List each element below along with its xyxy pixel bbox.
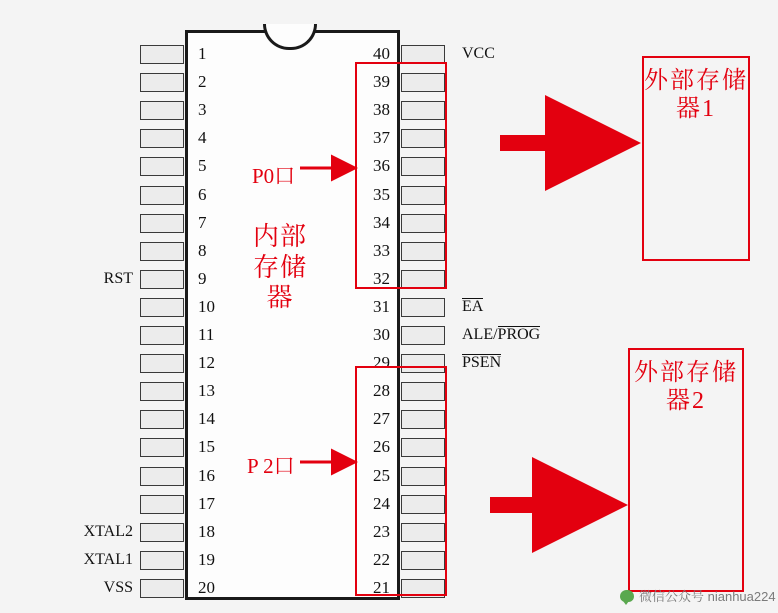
pin-pad-left-5 [140, 157, 184, 176]
pin-number-31: 31 [373, 296, 390, 316]
pin-pad-left-18 [140, 523, 184, 542]
pin-number-21: 21 [373, 577, 390, 597]
pin-pad-left-17 [140, 495, 184, 514]
pin-number-18: 18 [198, 521, 215, 541]
pin-number-17: 17 [198, 493, 215, 513]
pin-number-5: 5 [198, 156, 207, 176]
pin-pad-left-6 [140, 186, 184, 205]
pin-number-40: 40 [373, 44, 390, 63]
pin-pad-right-31 [401, 298, 445, 317]
pin-pad-left-15 [140, 438, 184, 457]
pin-number-8: 8 [198, 240, 207, 260]
pin-number-26: 26 [373, 437, 390, 457]
pin-number-13: 13 [198, 381, 215, 401]
pin-pad-right-30 [401, 326, 445, 345]
pin-pad-left-7 [140, 214, 184, 233]
pin-number-28: 28 [373, 381, 390, 401]
pin-number-24: 24 [373, 493, 390, 513]
pin-number-1: 1 [198, 44, 207, 63]
pin-number-27: 27 [373, 409, 390, 429]
pin-label-30: ALE/PROG [462, 326, 541, 343]
pin-number-37: 37 [373, 128, 390, 148]
pin-label-19: XTAL1 [83, 550, 133, 568]
pin-number-6: 6 [198, 184, 207, 204]
p0-port-group-box [355, 62, 447, 289]
pin-pad-left-14 [140, 410, 184, 429]
pin-number-32: 32 [373, 268, 390, 288]
pin-number-39: 39 [373, 72, 390, 92]
pin-number-7: 7 [198, 212, 207, 232]
pin-number-34: 34 [373, 212, 390, 232]
pin-label-40: VCC [462, 45, 495, 62]
pin-number-2: 2 [198, 72, 207, 92]
pin-number-25: 25 [373, 465, 390, 485]
pin-number-35: 35 [373, 184, 390, 204]
pin-number-19: 19 [198, 549, 215, 569]
watermark [620, 586, 776, 605]
watermark-text: 微信公众号 nianhua224 [639, 589, 776, 604]
p2-port-group-box [355, 366, 447, 596]
pin-number-3: 3 [198, 100, 207, 120]
pin-pad-left-10 [140, 298, 184, 317]
pin-pad-left-12 [140, 354, 184, 373]
pin-label-20: VSS [103, 578, 133, 596]
external-memory-1-box: 外部存储器1 [642, 56, 750, 261]
pin-pad-left-3 [140, 101, 184, 120]
pin-pad-left-1 [140, 45, 184, 64]
pin-pad-left-19 [140, 551, 184, 570]
pin-number-29: 29 [373, 353, 390, 373]
pin-number-38: 38 [373, 100, 390, 120]
pin-number-10: 10 [198, 296, 215, 316]
pin-number-14: 14 [198, 409, 215, 429]
p0-port-label: P0口 [252, 164, 296, 188]
pin-label-31: EA [462, 297, 484, 315]
pin-number-16: 16 [198, 465, 215, 485]
pin-pad-left-13 [140, 382, 184, 401]
pin-pad-left-9 [140, 270, 184, 289]
pin-number-23: 23 [373, 521, 390, 541]
pin-number-4: 4 [198, 128, 207, 148]
pin-label-9: RST [103, 269, 133, 287]
external-memory-2-box: 外部存储器2 [628, 348, 744, 592]
inner-memory-label: 内部存储器 [252, 222, 307, 313]
pin-number-20: 20 [198, 577, 215, 597]
pin-number-12: 12 [198, 353, 215, 373]
pin-pad-left-11 [140, 326, 184, 345]
pin-number-9: 9 [198, 268, 207, 288]
pin-number-30: 30 [373, 325, 390, 344]
pin-pad-left-8 [140, 242, 184, 261]
pin-pad-left-2 [140, 73, 184, 92]
pin-number-22: 22 [373, 549, 390, 569]
pin-label-29: PSEN [462, 354, 502, 372]
pin-number-33: 33 [373, 240, 390, 260]
pin-pad-left-20 [140, 579, 184, 598]
pin-pad-left-4 [140, 129, 184, 148]
pin-number-36: 36 [373, 156, 390, 176]
pin-label-18: XTAL2 [83, 522, 133, 540]
p2-port-label: P 2口 [247, 454, 295, 478]
pin-pad-left-16 [140, 467, 184, 486]
pin-number-15: 15 [198, 437, 215, 457]
pin-number-11: 11 [198, 325, 215, 344]
wechat-icon [620, 590, 634, 602]
